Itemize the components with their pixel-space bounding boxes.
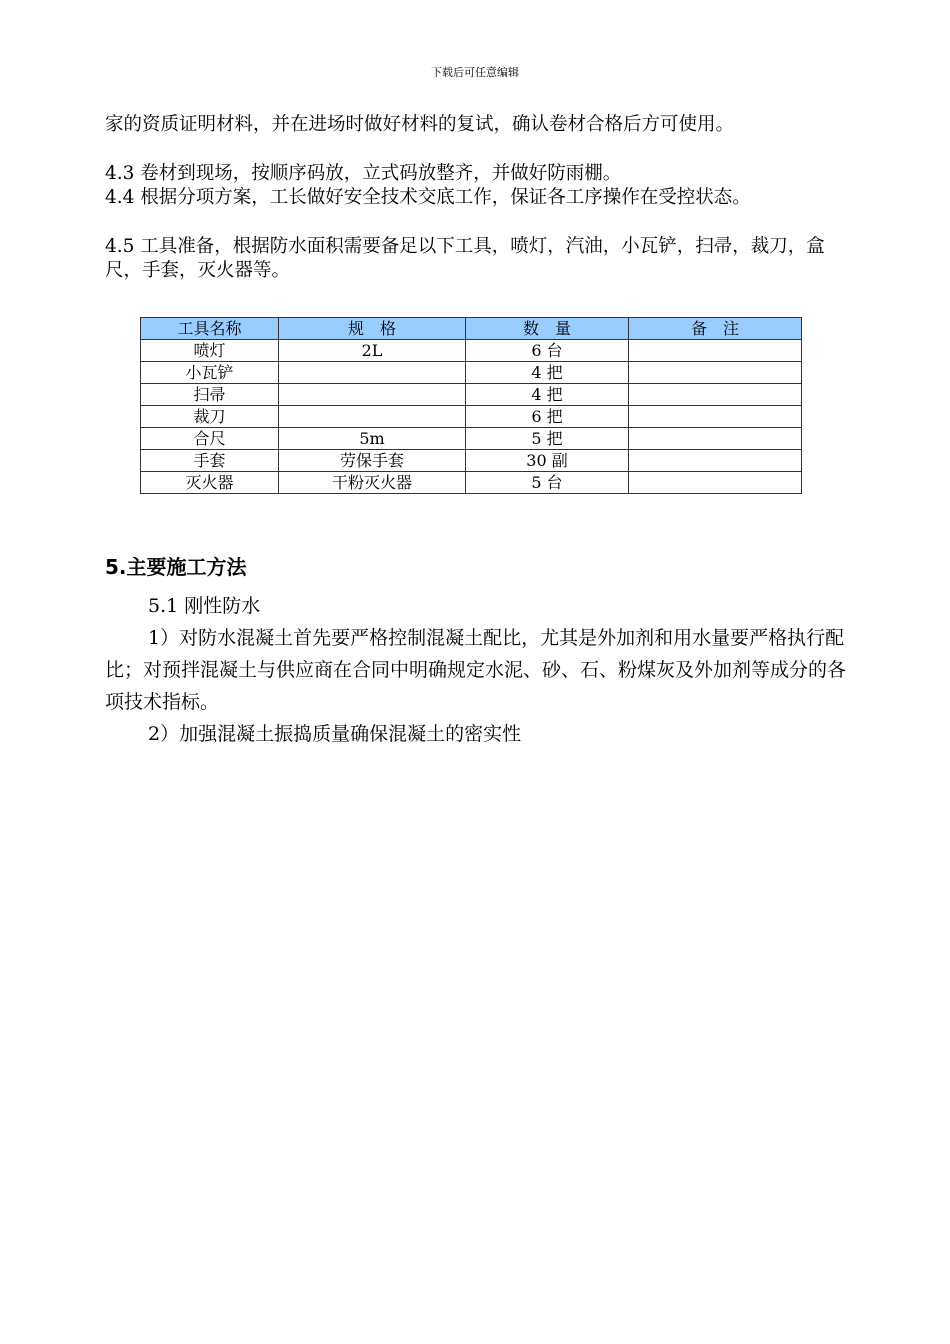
tools-table	[140, 317, 802, 494]
method-item-1: 1）对防水混凝土首先要严格控制混凝土配比，尤其是外加剂和用水量要严格执行配比；对预拌混凝土与供应商在合同中明确规定水泥、砂、石、粉煤灰及外加剂等成分的各项技术指标。	[105, 627, 847, 713]
method-item-2: 2）加强混凝土振捣质量确保混凝土的密实性	[148, 723, 522, 745]
page-header-note: 下载后可任意编辑	[431, 66, 519, 79]
header-tool-name: 工具名称	[141, 318, 279, 340]
cell-remarks	[629, 450, 802, 472]
cell-tool-name: 合尺	[141, 428, 279, 450]
intro-paragraph-4-5	[105, 235, 845, 283]
cell-spec: 劳保手套	[279, 450, 466, 472]
cell-tool-name: 裁刀	[141, 406, 279, 428]
table-row	[141, 384, 802, 406]
cell-quantity: 5 把	[466, 428, 629, 450]
intro-line: 4.5 工具准备，根据防水面积需要备足以下工具，喷灯，汽油，小瓦铲，扫帚，裁刀，盒尺，手套，灭火器等。	[105, 236, 825, 281]
cell-spec: 5m	[279, 428, 466, 450]
header-spec: 规 格	[279, 318, 466, 340]
cell-remarks	[629, 406, 802, 428]
table-row	[141, 362, 802, 384]
table-row	[141, 472, 802, 494]
cell-tool-name: 喷灯	[141, 340, 279, 362]
table-row	[141, 406, 802, 428]
cell-remarks	[629, 384, 802, 406]
table-header-row	[141, 318, 802, 340]
cell-tool-name: 灭火器	[141, 472, 279, 494]
cell-spec	[279, 362, 466, 384]
cell-quantity: 6 台	[466, 340, 629, 362]
cell-tool-name: 扫帚	[141, 384, 279, 406]
cell-remarks	[629, 340, 802, 362]
cell-tool-name: 手套	[141, 450, 279, 472]
cell-spec	[279, 406, 466, 428]
cell-quantity: 5 台	[466, 472, 629, 494]
intro-line: 家的资质证明材料，并在进场时做好材料的复试，确认卷材合格后方可使用。	[105, 114, 735, 135]
cell-remarks	[629, 428, 802, 450]
cell-remarks	[629, 472, 802, 494]
intro-line: 4.3 卷材到现场，按顺序码放，立式码放整齐，并做好防雨棚。	[105, 163, 622, 184]
cell-tool-name: 小瓦铲	[141, 362, 279, 384]
cell-spec: 2L	[279, 340, 466, 362]
header-quantity: 数 量	[466, 318, 629, 340]
subsection-5-1-title: 5.1 刚性防水	[148, 595, 261, 617]
intro-paragraph-qualification	[105, 113, 845, 137]
intro-paragraph-4-3	[105, 162, 845, 186]
cell-quantity: 4 把	[466, 384, 629, 406]
cell-spec	[279, 384, 466, 406]
table-row	[141, 428, 802, 450]
cell-remarks	[629, 362, 802, 384]
section-5-body	[105, 590, 850, 750]
intro-paragraph-4-4	[105, 186, 845, 210]
section-5-title: 5.主要施工方法	[105, 555, 247, 579]
header-remarks: 备 注	[629, 318, 802, 340]
cell-quantity: 30 副	[466, 450, 629, 472]
intro-line: 4.4 根据分项方案，工长做好安全技术交底工作，保证各工序操作在受控状态。	[105, 187, 751, 208]
cell-quantity: 6 把	[466, 406, 629, 428]
table-row	[141, 340, 802, 362]
table-row	[141, 450, 802, 472]
cell-spec: 干粉灭火器	[279, 472, 466, 494]
cell-quantity: 4 把	[466, 362, 629, 384]
